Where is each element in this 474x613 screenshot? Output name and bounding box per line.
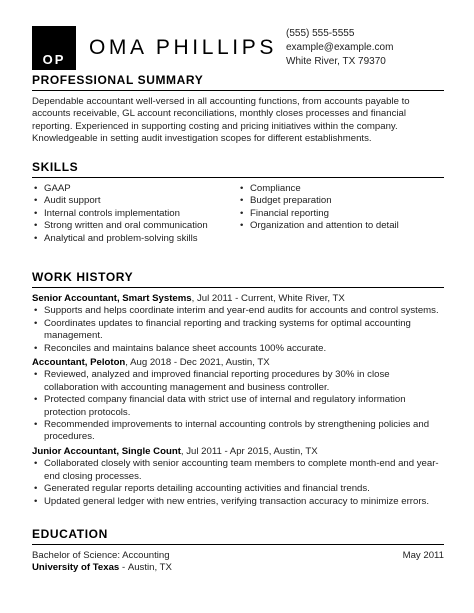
job-entry bbox=[32, 357, 444, 444]
skill-item: • Strong written and oral communication bbox=[32, 220, 238, 232]
candidate-name: OMA PHILLIPS bbox=[89, 36, 277, 59]
job-bullet: • Reviewed, analyzed and improved financial reporting procedures by 30% in close collaboration with accounting management and business controller. bbox=[32, 369, 444, 394]
skill-item: • Analytical and problem-solving skills bbox=[32, 233, 238, 245]
skill-item: • Budget preparation bbox=[238, 195, 444, 207]
job-role: Accountant bbox=[32, 357, 85, 369]
skill-item: • Compliance bbox=[238, 183, 444, 195]
job-dates: Jul 2011 - Current, White River, TX bbox=[196, 293, 345, 304]
skill-item: • Internal controls implementation bbox=[32, 208, 238, 220]
job-company: Smart Systems bbox=[122, 293, 192, 304]
job-role: Junior Accountant bbox=[32, 445, 117, 457]
job-dates: Aug 2018 - Dec 2021, Austin, TX bbox=[130, 357, 270, 369]
work-history-heading: WORK HISTORY bbox=[32, 270, 444, 288]
job-header: Accountant, Peloton, Aug 2018 - Dec 2021, Austin, TX bbox=[32, 357, 270, 369]
summary-text: Dependable accountant well-versed in all accounting functions, from accounts payable to accounts receivable, GL account reconciliations, monthly closes processes and financial reporting. Experienced in supporting costing and pricing initiatives within the company. Knowledgeable in setting audit investigation scopes for different establishments. bbox=[32, 96, 410, 145]
skills-columns bbox=[32, 183, 444, 245]
skills-section bbox=[32, 160, 444, 245]
email-address: example@example.com bbox=[286, 42, 394, 53]
job-bullets bbox=[32, 305, 444, 355]
job-entry bbox=[32, 446, 444, 508]
summary-heading: PROFESSIONAL SUMMARY bbox=[32, 73, 444, 91]
job-bullet: • Protected company financial data with strict use of internal and regulatory information protection protocols. bbox=[32, 394, 444, 419]
job-dates: Jul 2011 - Apr 2015, Austin, TX bbox=[186, 445, 318, 457]
skill-item: • Organization and attention to detail bbox=[238, 220, 444, 232]
job-role: Senior Accountant bbox=[32, 293, 117, 304]
education-heading: EDUCATION bbox=[32, 527, 444, 545]
school-location: Austin, TX bbox=[127, 562, 172, 574]
job-bullets bbox=[32, 458, 444, 508]
skills-heading: SKILLS bbox=[32, 160, 444, 178]
graduation-date: May 2011 bbox=[402, 550, 444, 561]
work-history-section bbox=[32, 270, 444, 508]
job-bullet: • Reconciles and maintains balance sheet accounts 100% accurate. bbox=[32, 343, 444, 355]
school-name: University of Texas bbox=[32, 562, 120, 574]
school-row: University of Texas - Austin, TX bbox=[32, 562, 172, 574]
skills-list-left bbox=[32, 183, 238, 245]
job-bullet: • Updated general ledger with new entries, verifying transaction accuracy to minimize errors. bbox=[32, 496, 444, 508]
phone-number: (555) 555-5555 bbox=[286, 28, 355, 39]
job-bullets bbox=[32, 369, 444, 443]
job-bullet: • Generated regular reports detailing accounting activities and financial trends. bbox=[32, 483, 444, 495]
job-company: Peloton bbox=[90, 357, 126, 369]
job-company: Single Count bbox=[121, 445, 181, 457]
job-bullet: • Coordinates updates to financial reporting and tracking systems for optimal accounting management. bbox=[32, 318, 444, 343]
job-bullet: • Supports and helps coordinate interim and year-end audits for accounts and control systems. bbox=[32, 305, 444, 317]
contact-info bbox=[286, 27, 393, 69]
address: White River, TX 79370 bbox=[286, 56, 386, 67]
education-row bbox=[32, 550, 444, 562]
job-bullet: • Recommended improvements to internal accounting controls by strengthening policies and procedures. bbox=[32, 419, 444, 444]
skills-list-right bbox=[238, 183, 444, 245]
job-header: Senior Accountant, Smart Systems, Jul 2011 - Current, White River, TX bbox=[32, 293, 345, 304]
summary-section bbox=[32, 73, 444, 146]
skill-item: • Audit support bbox=[32, 195, 238, 207]
skill-item: • Financial reporting bbox=[238, 208, 444, 220]
job-header: Junior Accountant, Single Count, Jul 2011 - Apr 2015, Austin, TX bbox=[32, 445, 318, 457]
job-entry bbox=[32, 293, 444, 355]
job-bullet: • Collaborated closely with senior accounting team members to complete month-end and year-end closing processes. bbox=[32, 458, 444, 483]
degree: Bachelor of Science: Accounting bbox=[32, 550, 170, 561]
skill-item: • GAAP bbox=[32, 183, 238, 195]
education-section bbox=[32, 527, 444, 575]
monogram-badge: OP bbox=[32, 26, 76, 70]
